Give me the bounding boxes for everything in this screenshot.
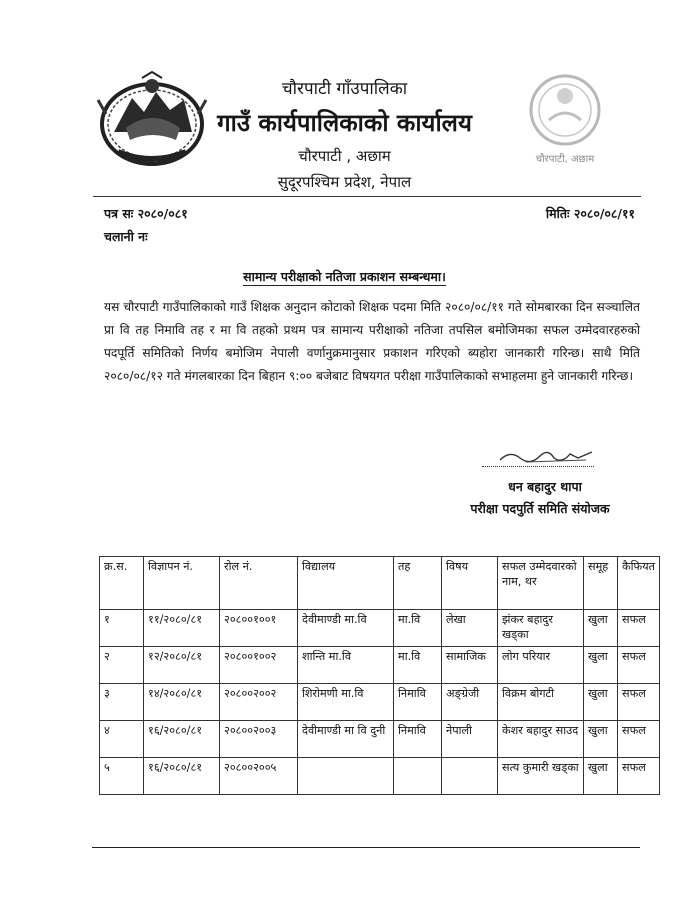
cell-serial: २ [100, 647, 144, 684]
cell-advertisement-no: १६/२०८०/८१ [144, 758, 220, 795]
col-school: विद्यालय [298, 557, 394, 610]
cell-school [298, 758, 394, 795]
cell-level: निमावि [394, 684, 442, 721]
signature-mark [496, 446, 596, 466]
reference-number: पत्र सः २०८०/०८१ [104, 206, 188, 221]
signatory-title: परीक्षा पदपुर्ति समिति संयोजक [470, 501, 610, 516]
signatory-name: धन बहादुर थापा [508, 479, 582, 494]
col-candidate-name: सफल उम्मेदवारको नाम, थर [498, 557, 584, 610]
cell-serial: १ [100, 610, 144, 647]
cell-level: मा.वि [394, 610, 442, 647]
cell-advertisement-no: १२/२०८०/८१ [144, 647, 220, 684]
cell-level [394, 758, 442, 795]
cell-remarks: सफल [618, 610, 660, 647]
table-row [100, 647, 660, 684]
cell-subject: सामाजिक [442, 647, 498, 684]
letter-date: मितिः २०८०/०८/११ [545, 206, 635, 221]
cell-advertisement-no: १४/२०८०/८१ [144, 684, 220, 721]
cell-group: खुला [584, 721, 618, 758]
table-row [100, 610, 660, 647]
col-remarks: कैफियत [618, 557, 660, 610]
col-roll-no: रोल नं. [220, 557, 298, 610]
col-serial: क्र.स. [100, 557, 144, 610]
cell-roll-no: २०८००२००५ [220, 758, 298, 795]
cell-serial: ५ [100, 758, 144, 795]
cell-remarks: सफल [618, 721, 660, 758]
cell-candidate-name: झंकर बहादुर खड्का [498, 610, 584, 647]
table-header-row [100, 557, 660, 610]
cell-candidate-name: सत्य कुमारी खड्का [498, 758, 584, 795]
body-paragraph: यस चौरपाटी गाउँपालिकाको गाउँ शिक्षक अनुदान कोटाको शिक्षक पदमा मिति २०८०/०८/११ गते सोमबारका दिन सञ्चालित प्रा वि तह निमावि तह र मा वि तहको प्रथम पत्र सामान्य परीक्षाको नतिजा तपसिल बमोजिमका सफल उम्मेदवारहरुको पदपूर्ति समितिको निर्णय बमोजिम नेपाली वर्णानुक्रमानुसार प्रकाशन गरिएको ब्यहोरा जानकारी गरिन्छ। साथै मिति २०८०/०८/१२ गते मंगलबारका दिन बिहान ९:०० बजेबाट विषयगत परीक्षा गाउँपालिकाको सभाहलमा हुने जानकारी गरिन्छ। [104, 300, 640, 383]
cell-roll-no: २०८००२००२ [220, 684, 298, 721]
signature-line [482, 466, 594, 467]
cell-advertisement-no: ११/२०८०/८१ [144, 610, 220, 647]
table-row [100, 758, 660, 795]
cell-group: खुला [584, 758, 618, 795]
cell-school: शिरोमणी मा.वि [298, 684, 394, 721]
cell-level: मा.वि [394, 647, 442, 684]
table-row [100, 721, 660, 758]
header-divider [93, 196, 641, 197]
cell-remarks: सफल [618, 758, 660, 795]
cell-school: देवीमाण्डी मा वि दुनी [298, 721, 394, 758]
cell-candidate-name: केशर बहादुर साउद [498, 721, 584, 758]
cell-school: शान्ति मा.वि [298, 647, 394, 684]
cell-group: खुला [584, 647, 618, 684]
cell-roll-no: २०८००२००३ [220, 721, 298, 758]
office-location: चौरपाटी , अछाम [298, 147, 391, 165]
results-table [99, 556, 660, 795]
cell-subject: नेपाली [442, 721, 498, 758]
cell-remarks: सफल [618, 647, 660, 684]
cell-remarks: सफल [618, 684, 660, 721]
cell-candidate-name: लोग परियार [498, 647, 584, 684]
cell-subject: अङ्ग्रेजी [442, 684, 498, 721]
col-level: तह [394, 557, 442, 610]
office-title: गाउँ कार्यपालिकाको कार्यालय [217, 109, 472, 137]
cell-group: खुला [584, 610, 618, 647]
municipality-name: चौरपाटी गाँउपालिका [281, 79, 408, 99]
cell-level: निमावि [394, 721, 442, 758]
province-country: सुदूरपश्चिम प्रदेश, नेपाल [277, 173, 412, 191]
footer-divider [92, 847, 640, 848]
cell-candidate-name: विक्रम बोगटी [498, 684, 584, 721]
col-advertisement-no: विज्ञापन नं. [144, 557, 220, 610]
cell-roll-no: २०८००१००१ [220, 610, 298, 647]
cell-advertisement-no: १६/२०८०/८१ [144, 721, 220, 758]
cell-group: खुला [584, 684, 618, 721]
cell-subject [442, 758, 498, 795]
col-subject: विषय [442, 557, 498, 610]
subject-line [0, 268, 689, 285]
cell-serial: ४ [100, 721, 144, 758]
cell-serial: ३ [100, 684, 144, 721]
cell-subject: लेखा [442, 610, 498, 647]
table-row [100, 684, 660, 721]
col-group: समूह [584, 557, 618, 610]
office-seal-stamp-icon [513, 66, 617, 170]
svg-text:चौरपाटी, अछाम: चौरपाटी, अछाम [535, 154, 595, 165]
subject-text: सामान्य परीक्षाको नतिजा प्रकाशन सम्बन्धमा। [243, 269, 446, 284]
cell-roll-no: २०८००१००२ [220, 647, 298, 684]
cell-school: देवीमाण्डी मा.वि [298, 610, 394, 647]
dispatch-number: चलानी नः [104, 229, 148, 244]
